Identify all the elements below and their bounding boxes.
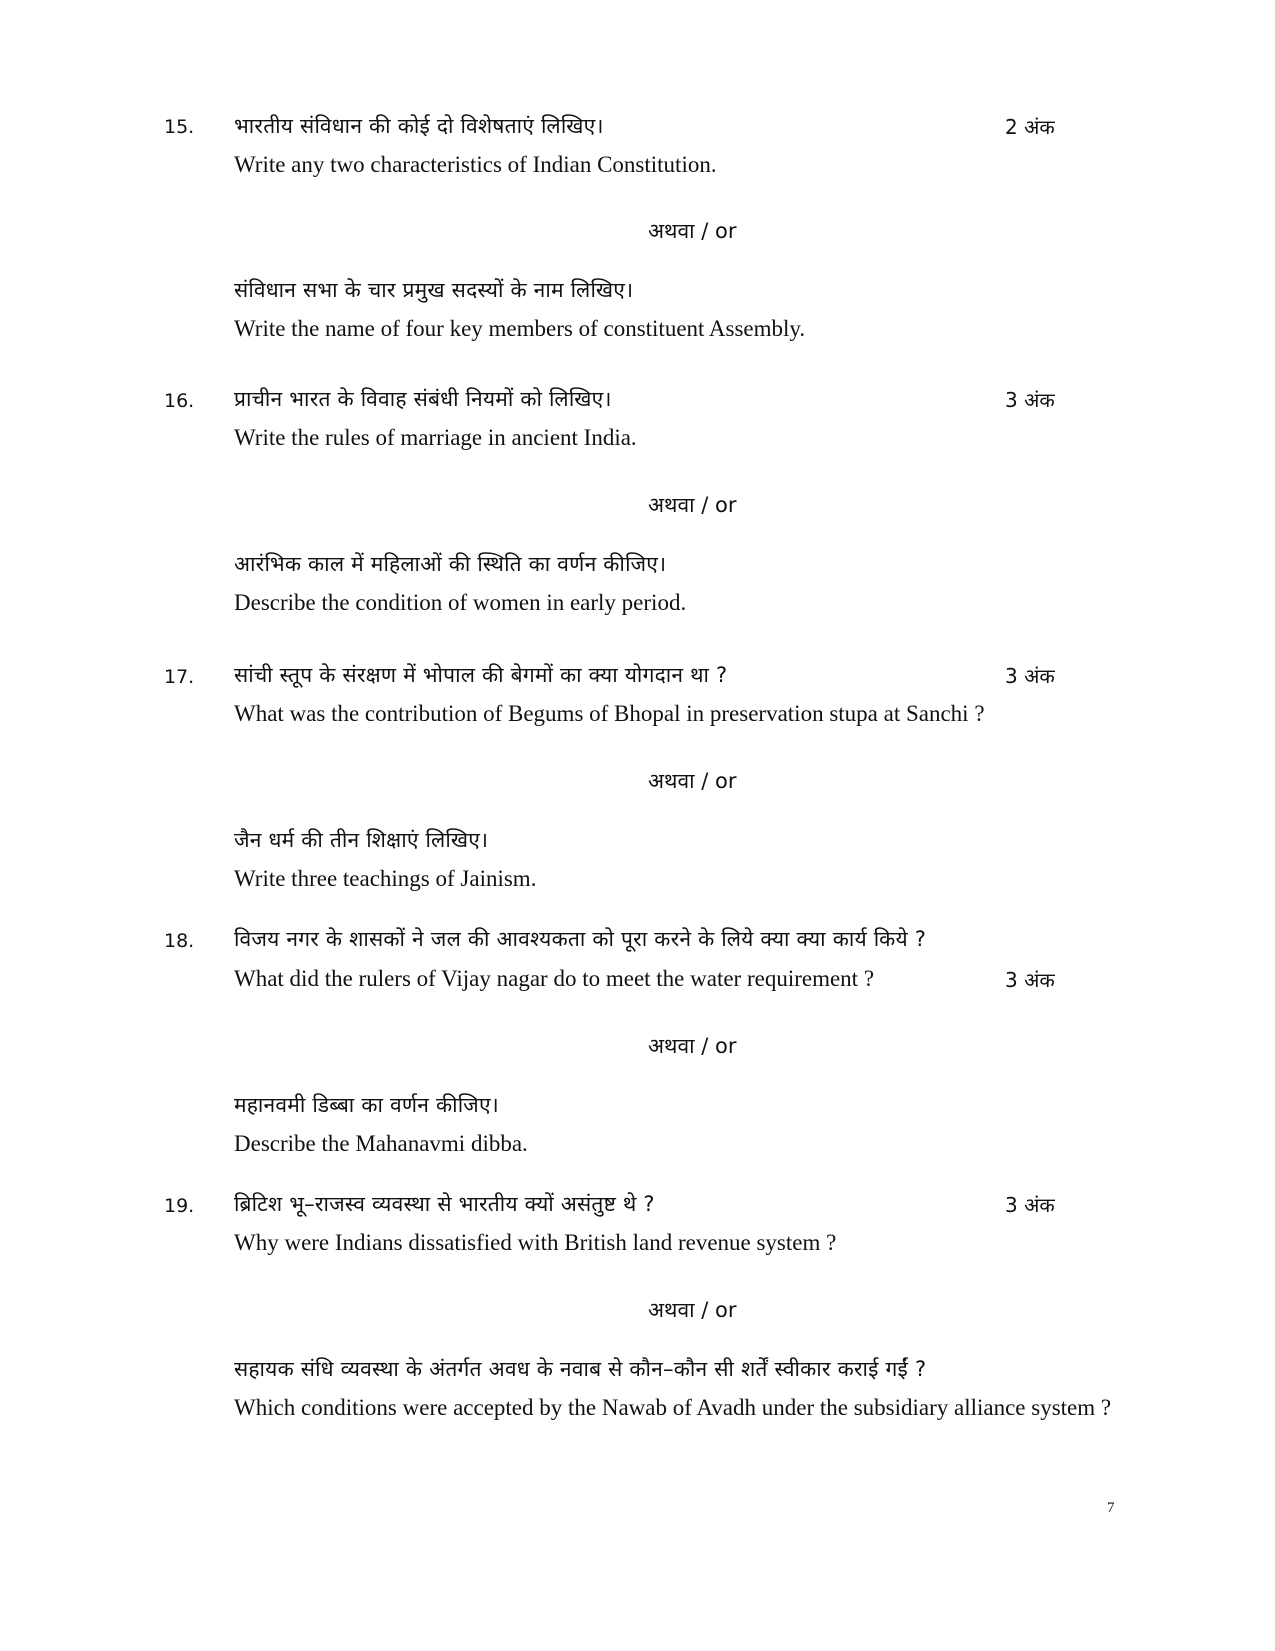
marks-label: 3 अंक <box>1005 1193 1055 1217</box>
question-text-hindi: विजय नगर के शासकों ने जल की आवश्यकता को पूरा करने के लिये क्या क्या कार्य किये ? <box>234 927 927 951</box>
question-number: 15. <box>164 116 195 138</box>
alternative-question-hindi: महानवमी डिब्बा का वर्णन कीजिए। <box>234 1093 499 1117</box>
question-text-english: Write any two characteristics of Indian Constitution. <box>234 152 717 177</box>
question-text-hindi: ब्रिटिश भू–राजस्व व्यवस्था से भारतीय क्यों असंतुष्ट थे ? <box>234 1192 655 1216</box>
question-text-english: What did the rulers of Vijay nagar do to meet the water requirement ? <box>234 966 875 991</box>
alternative-question-english: Write the name of four key members of constituent Assembly. <box>234 316 806 341</box>
alternative-question-english: Describe the condition of women in early period. <box>234 590 687 615</box>
or-separator: अथवा / or <box>648 219 737 243</box>
marks-label: 3 अंक <box>1005 968 1055 992</box>
question-number: 17. <box>164 666 195 688</box>
alternative-question-hindi: जैन धर्म की तीन शिक्षाएं लिखिए। <box>234 828 489 852</box>
alternative-question-english: Write three teachings of Jainism. <box>234 866 537 891</box>
marks-label: 3 अंक <box>1005 388 1055 412</box>
alternative-question-hindi: संविधान सभा के चार प्रमुख सदस्यों के नाम लिखिए। <box>234 278 634 302</box>
question-text-hindi: भारतीय संविधान की कोई दो विशेषताएं लिखिए। <box>234 114 604 138</box>
question-number: 19. <box>164 1195 195 1217</box>
page-number: 7 <box>1107 1500 1115 1516</box>
question-number: 16. <box>164 390 195 412</box>
alternative-question-english: Describe the Mahanavmi dibba. <box>234 1131 528 1156</box>
question-text-english: What was the contribution of Begums of Bhopal in preservation stupa at Sanchi ? <box>234 701 985 726</box>
question-text-hindi: प्राचीन भारत के विवाह संबंधी नियमों को लिखिए। <box>234 387 612 411</box>
or-separator: अथवा / or <box>648 1034 737 1058</box>
alternative-question-hindi: सहायक संधि व्यवस्था के अंतर्गत अवध के नवाब से कौन–कौन सी शर्तें स्वीकार कराई गईं ? <box>234 1357 927 1381</box>
marks-label: 3 अंक <box>1005 664 1055 688</box>
or-separator: अथवा / or <box>648 769 737 793</box>
or-separator: अथवा / or <box>648 1298 737 1322</box>
or-separator: अथवा / or <box>648 493 737 517</box>
alternative-question-english: Which conditions were accepted by the Nawab of Avadh under the subsidiary alliance system ? <box>234 1395 1112 1420</box>
marks-label: 2 अंक <box>1005 115 1055 139</box>
alternative-question-hindi: आरंभिक काल में महिलाओं की स्थिति का वर्णन कीजिए। <box>234 552 667 576</box>
question-text-english: Why were Indians dissatisfied with British land revenue system ? <box>234 1230 837 1255</box>
question-text-hindi: सांची स्तूप के संरक्षण में भोपाल की बेगमों का क्या योगदान था ? <box>234 663 728 687</box>
question-text-english: Write the rules of marriage in ancient India. <box>234 425 637 450</box>
question-number: 18. <box>164 930 195 952</box>
